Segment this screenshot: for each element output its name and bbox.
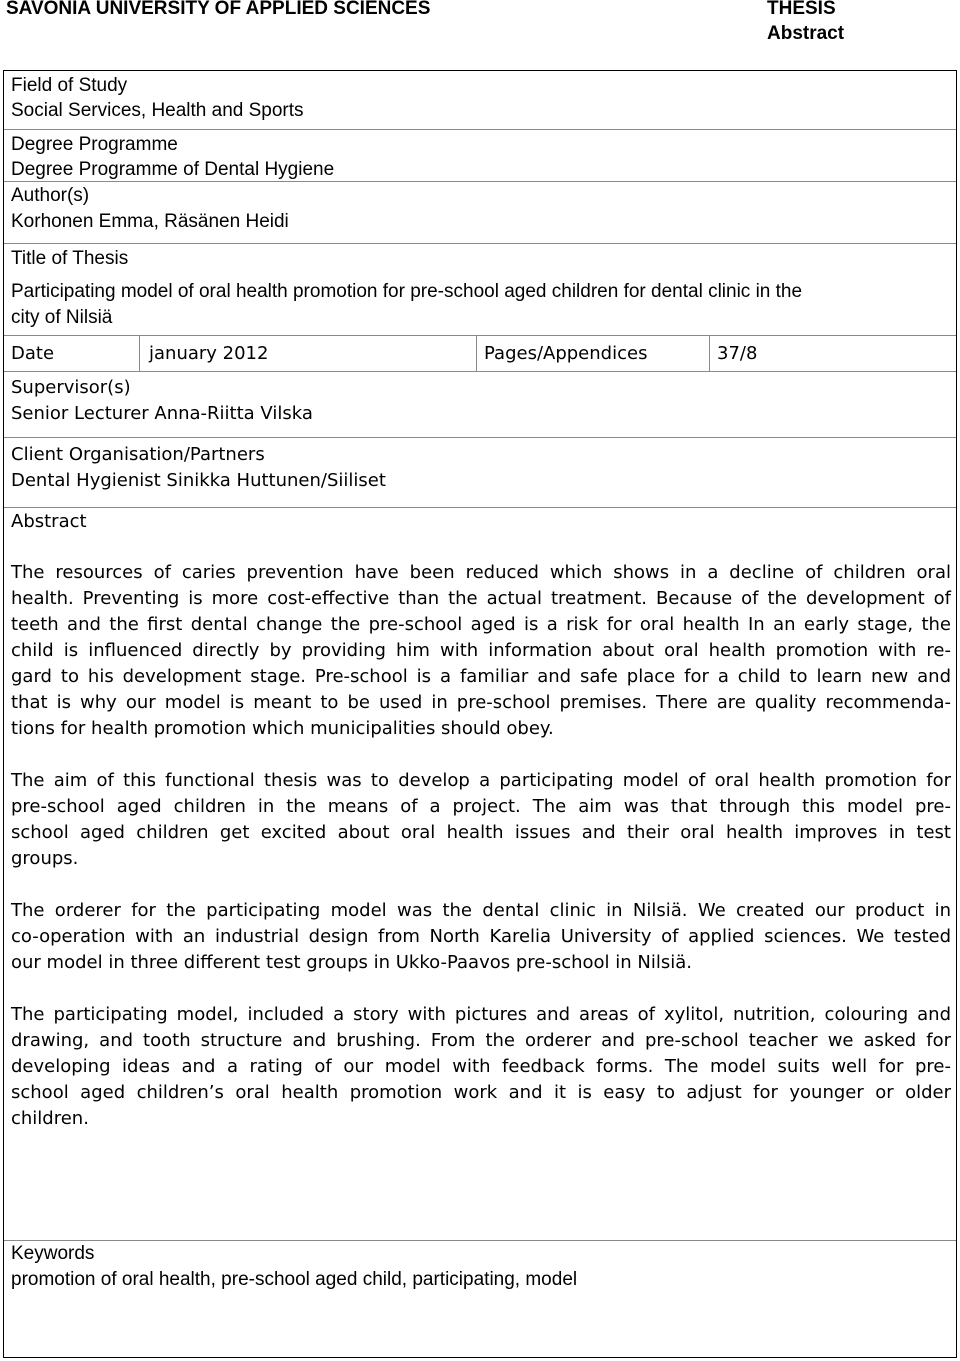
title-row — [4, 244, 956, 336]
keywords-label: Keywords — [11, 1243, 95, 1264]
supervisor-label: Supervisor(s) — [11, 377, 131, 398]
supervisor-value: Senior Lecturer Anna-Riitta Vilska — [11, 403, 313, 424]
degree-programme-row — [4, 130, 956, 182]
abstract-paragraph-3: The orderer for the participating model was the dental clinic in Nilsiä. We created our product in co-operation with an industrial design from North Karelia University of applied sciences. We tested our model in three different test groups in Ukko-Paavos pre-school in Nilsiä. — [11, 900, 951, 973]
supervisor-row — [4, 372, 956, 438]
keywords-row — [4, 1241, 956, 1357]
date-value: january 2012 — [149, 343, 269, 364]
authors-row — [4, 182, 956, 244]
client-value: Dental Hygienist Sinikka Huttunen/Siiliset — [11, 470, 386, 491]
abstract-paragraph-2: The aim of this functional thesis was to develop a participating model of oral health promotion for pre-school aged children in the means of a project. The aim was that through this model pre- school aged children get excited about oral health issues and their oral health improves in test groups. — [11, 770, 951, 869]
field-of-study-value: Social Services, Health and Sports — [11, 100, 304, 121]
doc-subtype: Abstract — [767, 23, 845, 44]
abstract-paragraph-4: The participating model, included a story with pictures and areas of xylitol, nutrition, colouring and drawing, and tooth structure and brushing. From the orderer and pre-school teacher we asked for developing ideas and a rating of our model with feedback forms. The model suits well for pre- school aged children’s oral health promotion work and it is easy to adjust for younger or older children. — [11, 1004, 951, 1129]
authors-label: Author(s) — [11, 185, 90, 206]
abstract-paragraph-1: The resources of caries prevention have been reduced which shows in a decline of children oral health. Preventing is more cost-effective than the actual treatment. Because of the development of teeth and the first dental change the pre-school aged is a risk for oral health In an early stage, the child is influenced directly by providing him with information about oral health promotion with re- gard to his development stage. Pre-school is a familiar and safe place for a child to learn new and that is why our model is meant to be used in pre-school premises. There are quality recommenda- tions for health promotion which municipalities should obey. — [11, 562, 951, 739]
field-of-study-label: Field of Study — [11, 75, 128, 96]
title-line-2: city of Nilsiä — [11, 307, 113, 328]
date-cell — [139, 336, 476, 371]
date-row — [4, 336, 956, 372]
pages-label-cell — [476, 336, 709, 371]
degree-programme-label: Degree Programme — [11, 134, 178, 155]
university-name: SAVONIA UNIVERSITY OF APPLIED SCIENCES — [6, 0, 431, 19]
abstract-label: Abstract — [11, 511, 87, 532]
abstract-row — [4, 508, 956, 1241]
pages-value-cell — [709, 336, 956, 371]
doc-type: THESIS — [767, 0, 836, 19]
abstract-form — [3, 70, 957, 1358]
client-label: Client Organisation/Partners — [11, 444, 265, 465]
pages-label: Pages/Appendices — [484, 343, 648, 364]
field-of-study-row — [4, 71, 956, 130]
degree-programme-value: Degree Programme of Dental Hygiene — [11, 159, 335, 180]
authors-value: Korhonen Emma, Räsänen Heidi — [11, 211, 289, 232]
keywords-value: promotion of oral health, pre-school aged child, participating, model — [11, 1269, 578, 1290]
pages-value: 37/8 — [717, 343, 758, 364]
client-row — [4, 438, 956, 508]
title-line-1: Participating model of oral health promotion for pre-school aged children for dental clinic in the — [11, 281, 803, 302]
title-label: Title of Thesis — [11, 248, 129, 269]
date-label: Date — [11, 343, 55, 364]
